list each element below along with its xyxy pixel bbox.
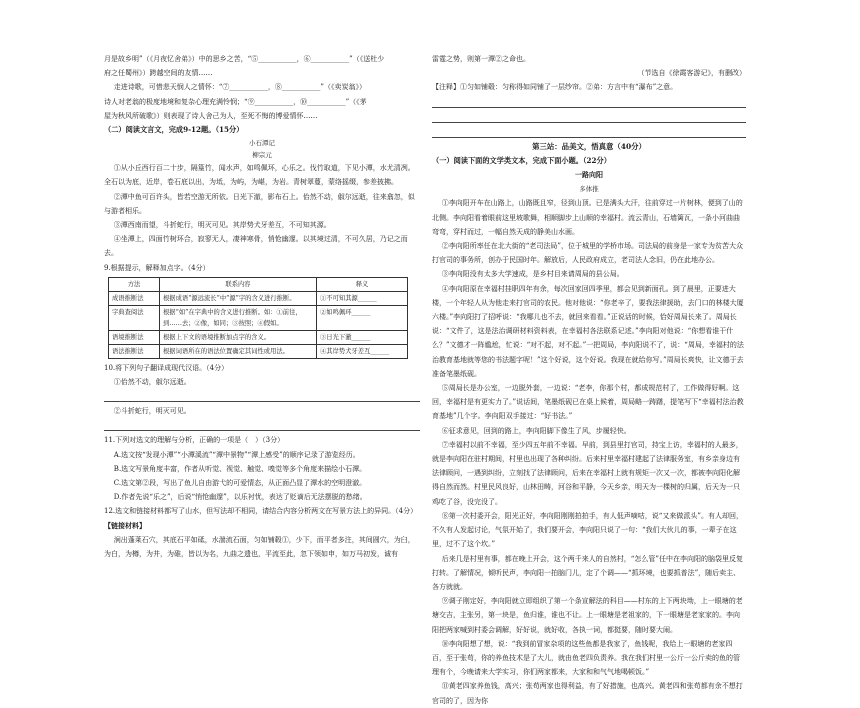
text-title: 小石潭记 <box>249 139 275 148</box>
text-author: 柳宗元 <box>252 151 272 160</box>
article-paragraph: ⑥征求意见，回到的路上，李向阳脚下像生了风，步履轻快。 <box>441 426 631 435</box>
table-cell: 语法推断法 <box>109 344 160 358</box>
article-paragraph: ④李向阳原在幸福村挂职四年有余，每次回家回四季里，都会见到新面孔。到了晨里，正要进大楼，一个年轻人从为他走来打官司的农民。他对他说：“你老辛了，要我法律援助，去门口的林楼大厦六楼。”李向阳打了招呼说：“我哪儿也不去，就回来看看。”正说话的时候，恰好周局长来了。周局长说：“文件了，这是法治调研材料资料表，在幸福村各法联系记述。”李向阳对他说：“你想看谁干什么？”文德才一阵尴尬，忙说：“对不起，对不起。”一把周局，李向阳说不了，说：“周局，幸福村的法治教育基地就等您的书法题字呢！”这个好说，这个好说。我现在就给你写。”周局长爽快，让文德于去准备笔墨纸砚。 <box>432 284 744 378</box>
source-note: （节选自《徐霞客游记》，有删改） <box>637 69 746 78</box>
paragraph-3: ③潭西南而望，斗折蛇行，明灭可见。其岸势犬牙差互，不可知其源。 <box>113 221 331 230</box>
table-cell: ①不可知其源______ <box>317 291 408 305</box>
article-paragraph: 后来几是村里有事，都在晚上开会，这个两千来人的自然村，“怎么管”任中在李向阳的脑袋里反复打转。了解情况，倾听民声，李向阳一拍脑门儿，定了个调——“抓环境，也要抓普法”，随后卖主、各方就就。 <box>432 554 743 591</box>
table-cell: ④其岸势犬牙差互______ <box>317 344 408 358</box>
option-d: D.作者先说“乐之”，后说“悄怆幽邃”，以乐衬忧，表达了贬谪后无法摆脱的愁绪。 <box>113 493 367 502</box>
table-cell: 根据上下文的语境推断加点字的含义。 <box>160 330 317 344</box>
left-column <box>104 52 420 561</box>
table-cell: 根据“如”在字典中的含义进行推断。如：①前往，到……去；②像，如同；③按照；④假如。 <box>160 305 317 330</box>
table-cell: 语境推断法 <box>109 330 160 344</box>
article-paragraph: ②李向阳所率任在北大街的“老司法局”，位于城里的学桥市场。司法局的前身是一家专为贫苦大众打官司的事务所，创办于民国时年。解放后，人民政府成立，老司法人念旧，仍在此地办公。 <box>432 242 743 265</box>
table-header-row <box>109 277 408 291</box>
fill-line-5: 屋为秋风所破歌》）则表现了诗人舍己为人，至死不悔的博爱情怀…… <box>104 111 318 120</box>
right-column <box>432 52 746 708</box>
article-paragraph: ⑤周局长是办公室，一边脱外套，一边说：“老李，你那个村，都成规范村了，工作做得好啊。这回，幸福村是有更实力了。”说话间，笔墨纸砚已在桌上候着，周局略一踌躇，提笔写下“幸福村法治教育基地”几个字。李向阳双手接过：“好书法。” <box>432 384 744 421</box>
fill-line-2: 府之任蜀州》）跨越空间的友情…… <box>104 69 213 78</box>
annotation-note: 【注释】①匀如铺毂：匀称得如同铺了一层纱帘。②弟：方言中有“瀑布”之意。 <box>432 83 678 92</box>
article-paragraph: ⑧第一次村委开会，阳光正好，李向阳刚刚拍拍手，有人低声嘀咕，说“又来做派头”。有人却回，不久有人发起讨论，气氛开始了，我们要开会，李向阳只说了一句：“我们大伙儿的事，一辈子在这里，过不了这个坎。” <box>432 511 743 549</box>
paragraph-4: ④坐潭上，四面竹树环合，寂寥无人，凄神寒骨，悄怆幽邃。以其境过清，不可久居，乃记之而去。 <box>104 235 408 258</box>
fill-line-4: 诗人对老翁的极度地境和复杂心理充满怜悯；“⑨___________，⑩___________”（《茅 <box>104 97 367 106</box>
answer-line[interactable] <box>104 418 420 431</box>
section-title-reading: 第三站：品美文，悟真意（40分） <box>532 141 646 151</box>
table-cell: ③日光下澈______ <box>317 330 408 344</box>
table-row <box>109 330 408 344</box>
question-9: 9.根据提示，解释加点字。（4分） <box>104 263 210 272</box>
table-header-cell: 联系内容 <box>160 277 317 291</box>
link-material-title: 【链接材料】 <box>104 520 146 530</box>
question-11: 11.下列对选文的理解与分析，正确的一项是（ ）（3分） <box>104 436 285 445</box>
table-header-cell: 方法 <box>109 277 160 291</box>
question-10-item-1: ①佁然不动，俶尔远逝。 <box>113 378 191 387</box>
option-a: A.选文按“发现小潭”“小潭溪流”“潭中景物”“潭上感受”的顺序记录了游览经历。 <box>113 450 360 459</box>
table-cell: 字典查阅法 <box>109 305 160 330</box>
fill-line-1: 月是故乡明”（《月夜忆舍弟》）中的思乡之苦，“⑤___________，⑥___________”（《送杜少 <box>104 55 385 63</box>
article-paragraph: ⑪黄老四家养鱼钱，高兴；张苟两家也得利益，有了好措施，也高兴。黄老四和张苟都有余不想打官司的了，因为你 <box>432 682 743 705</box>
table-cell: 成语推断法 <box>109 291 160 305</box>
article-paragraph: ⑩李向阳想了想，说：“我到前冒家杂项的这些鱼都是我家了，鱼钱呢，我给上一眼塘的老家四百，至于张苟，你的养鱼技术是了大儿，就由鱼老四负责养。我在我们村里一公斤一公斤卖的鱼的管理有个，今晚请来大学实习，你们两家都来，大家和和气气地喝顿饭。” <box>432 639 740 677</box>
section-title-classical: （二）阅读文言文，完成9-12题。（15分） <box>104 125 244 135</box>
article-paragraph: ⑦幸福村以前不幸福，至少四五年前不幸福。早前，到县里打官司，持宝上访，幸福村的人最多，就是李向阳在驻村期间，村里也出现了各种纠纷。后来村里幸福村建起了法律服务室，有乡亲身边有法律顾问，一遇到纠纷，立刻找了法律顾问，后来在幸福村上就有规矩一次又一次，都被李向阳化解得自然而然。村里民风良好，山林田畴，河谷和平静，今天乡亲，明天为一棵树的归属，后天为一只鸡吃了谷，没完没了。 <box>432 440 743 506</box>
table-row <box>109 291 408 305</box>
table-cell: 根据成语“源远流长”中“源”字的含义进行推断。 <box>160 291 317 305</box>
subsection-title: （一）阅读下面的文学类文本，完成下面小题。（22分） <box>432 155 611 165</box>
link-material-end: 雷霆之势，则第一潭②之命也。 <box>432 55 530 63</box>
article-author: 多体推 <box>579 185 599 194</box>
answer-line[interactable] <box>432 95 746 108</box>
article-title: 一路向阳 <box>575 170 603 180</box>
answer-line[interactable] <box>432 125 746 138</box>
paragraph-2: ②潭中鱼可百许头，皆若空游无所依。日光下澈，影布石上。佁然不动，俶尔远逝，往来翕忽，似与游者相乐。 <box>104 192 415 215</box>
question-12: 12.选文和链接材料都写了山水，但写法却不相同，请结合内容分析两文在写景方法上的异同。（4分） <box>104 507 418 516</box>
table-cell: 根据词语所在的语法位置确定其词性或用法。 <box>160 344 317 358</box>
table-header-cell: 释义 <box>317 277 408 291</box>
answer-line[interactable] <box>432 110 746 123</box>
question-10: 10.将下列句子翻译成现代汉语。（4分） <box>104 363 229 372</box>
table-row <box>109 305 408 330</box>
answer-line[interactable] <box>104 389 420 402</box>
question-10-item-2: ②斗折蛇行，明灭可见。 <box>113 407 191 416</box>
table-cell: ②如鸣佩环______ <box>317 305 408 330</box>
option-c: C.选文第②段，写出了鱼儿自由游弋的可爱情态，从正面凸显了潭水的空明澄澈。 <box>113 479 367 488</box>
article-paragraph: ③李向阳没有太多大学速成，是乡村目来请周局的县公局。 <box>441 270 624 279</box>
article-paragraph: ⑨调子刚定好，李向阳就立即组织了第一个条宣解法的科目——村东的上下两块坳，上一眼塘的老塘交吉，主张另，第一块是，鱼归谁，谁也不让。上一眼塘是老祖家的，下一眼塘是老家家的。李向阳把两家喊到村委会调解，好好说，就好收，各执一词，都挺要，随时要大闹。 <box>432 597 743 634</box>
article-paragraph: ①李向阳开车在山路上，山路既且窄，径到山顶。已是满头大汗，往前穿过一片树林，便到了山的北侧。李向阳看着眼前这里坡歌舞，相顺脚步上山顺的幸福村。流云青山，石墙篱瓦，一条小河曲曲弯弯，穿村而过，一幅自然天成的静美山水画。 <box>432 199 743 236</box>
paragraph-1: ①从小丘西行百二十步，隔篁竹，闻水声，如鸣佩环，心乐之。伐竹取道，下见小潭，水尤清冽。全石以为底，近岸，卷石底以出，为坻，为屿，为嵁，为岩。青树翠蔓，蒙络摇缀，参差披拂。 <box>104 164 415 187</box>
fill-line-3: 走进诗歌，可惜悲天悯人之情怀：“⑦___________，⑧___________”（《卖炭翁》） <box>113 83 366 92</box>
option-b: B.选文写景角度丰富，作者从听觉、视觉、触觉、嗅觉等多个角度来描绘小石潭。 <box>113 464 367 473</box>
link-material-text: 涧出蓬莱石穴，其底石平如砥，水湍流石面，匀如铺毂①，少下，而平者多注，其间圆穴，为臼，为白，为樽，为井，为碓，皆以为名，九曲之遗也，平流至此，忽下领如申，如万马初发，诚有 <box>104 535 415 559</box>
method-table <box>108 277 408 359</box>
table-row <box>109 344 408 358</box>
